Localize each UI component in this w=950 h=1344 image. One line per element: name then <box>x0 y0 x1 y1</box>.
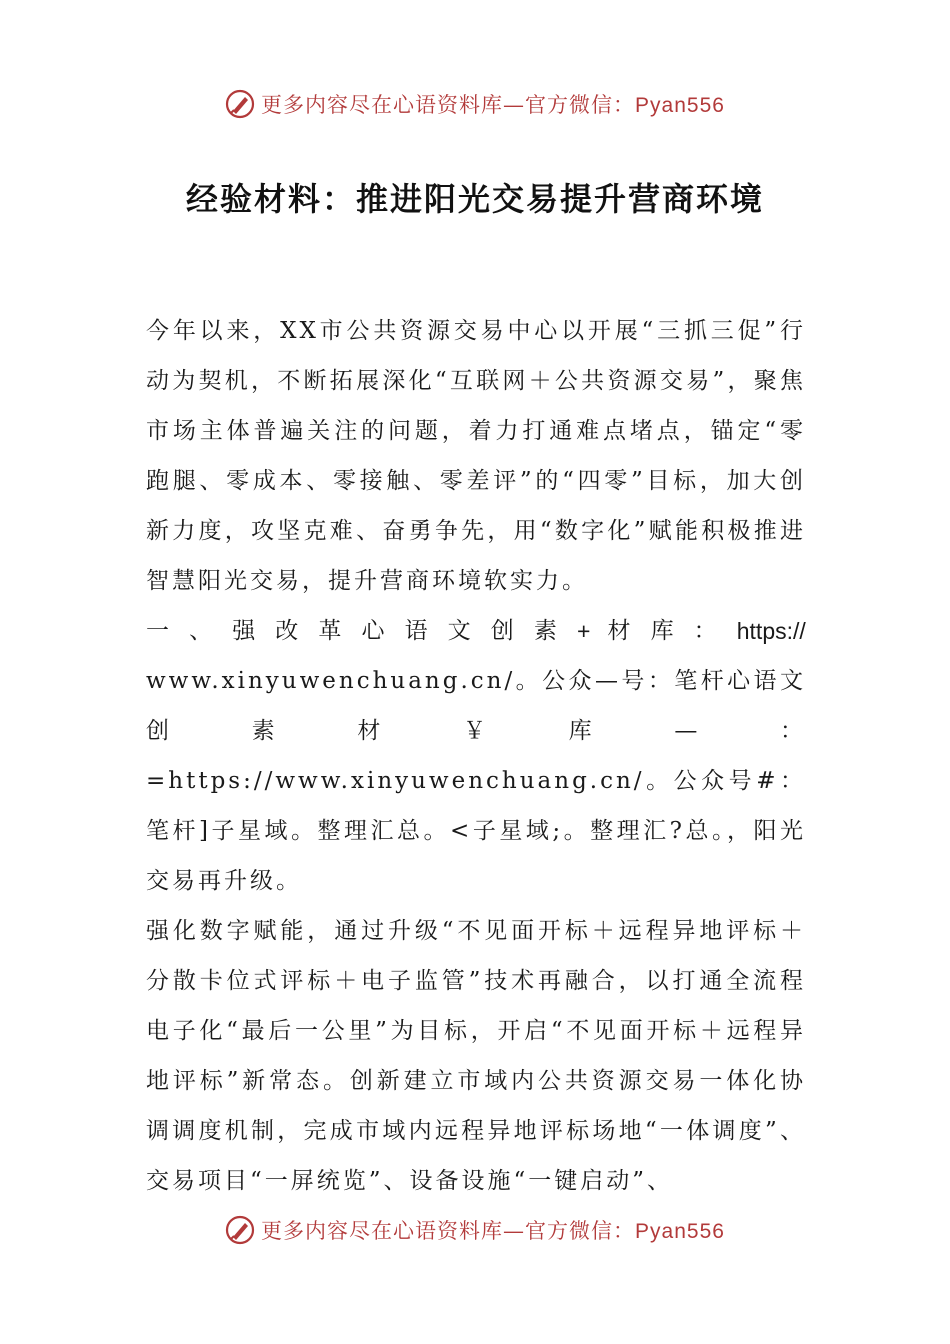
banner-text <box>261 89 725 119</box>
heading-char: 素 <box>533 618 560 644</box>
wechat-id: Pyan556 <box>635 94 725 117</box>
banner-slogan: 更多内容尽在心语资料库—官方微信： <box>261 1219 636 1243</box>
heading-char: 、 <box>189 618 216 644</box>
banner-slogan: 更多内容尽在心语资料库—官方微信： <box>261 93 636 117</box>
intro-paragraph: 今年以来，XX市公共资源交易中心以开展“三抓三促”行动为契机，不断拓展深化“互联网＋公共资源交易”，聚焦市场主体普遍关注的问题，着力打通难点堵点，锚定“零跑腿、零成本、零接触、零差评”的“四零”目标，加大创新力度，攻坚克难、奋勇争先，用“数字化”赋能积极推进智慧阳光交易，提升营商环境软实力。 <box>146 318 806 594</box>
wechat-id: Pyan556 <box>635 1220 725 1243</box>
heading-url-start: https:// <box>736 618 806 644</box>
heading-char: ： <box>693 618 720 644</box>
document-body <box>146 306 806 1206</box>
footer-banner <box>0 1210 950 1250</box>
section-heading-line <box>146 606 806 656</box>
heading-char: 心 <box>361 618 388 644</box>
heading-char: + <box>576 618 591 644</box>
pen-logo-icon <box>225 1215 255 1245</box>
heading-char: 改 <box>275 618 302 644</box>
heading-char: 创 <box>490 618 517 644</box>
heading-char: 强 <box>232 618 259 644</box>
heading-char: 库 <box>650 618 677 644</box>
header-banner <box>0 84 950 124</box>
heading-char: 一 <box>146 618 172 644</box>
heading-char: 文 <box>447 618 474 644</box>
heading-char: 语 <box>404 618 431 644</box>
pen-logo-icon <box>225 89 255 119</box>
document-title: 经验材料：推进阳光交易提升营商环境 <box>185 180 764 218</box>
heading-char: 革 <box>318 618 345 644</box>
body-paragraph: 强化数字赋能，通过升级“不见面开标＋远程异地评标＋分散卡位式评标＋电子监管”技术再融合，以打通全流程电子化“最后一公里”为目标，开启“不见面开标＋远程异地评标”新常态。创新建立市域内公共资源交易一体化协调调度机制，完成市域内远程异地评标场地“一体调度”、交易项目“一屏统览”、设备设施“一键启动”、 <box>146 918 806 1194</box>
heading-char: 材 <box>607 618 634 644</box>
section-heading-continuation: www.xinyuwenchuang.cn/。公众—号：笔杆心语文创素材￥库—：=https://www.xinyuwenchuang.cn/。公众号#：笔杆]子星域。整理汇总。<子星域;。整理汇?总。，阳光交易再升级。 <box>146 668 806 894</box>
banner-text <box>261 1215 725 1245</box>
